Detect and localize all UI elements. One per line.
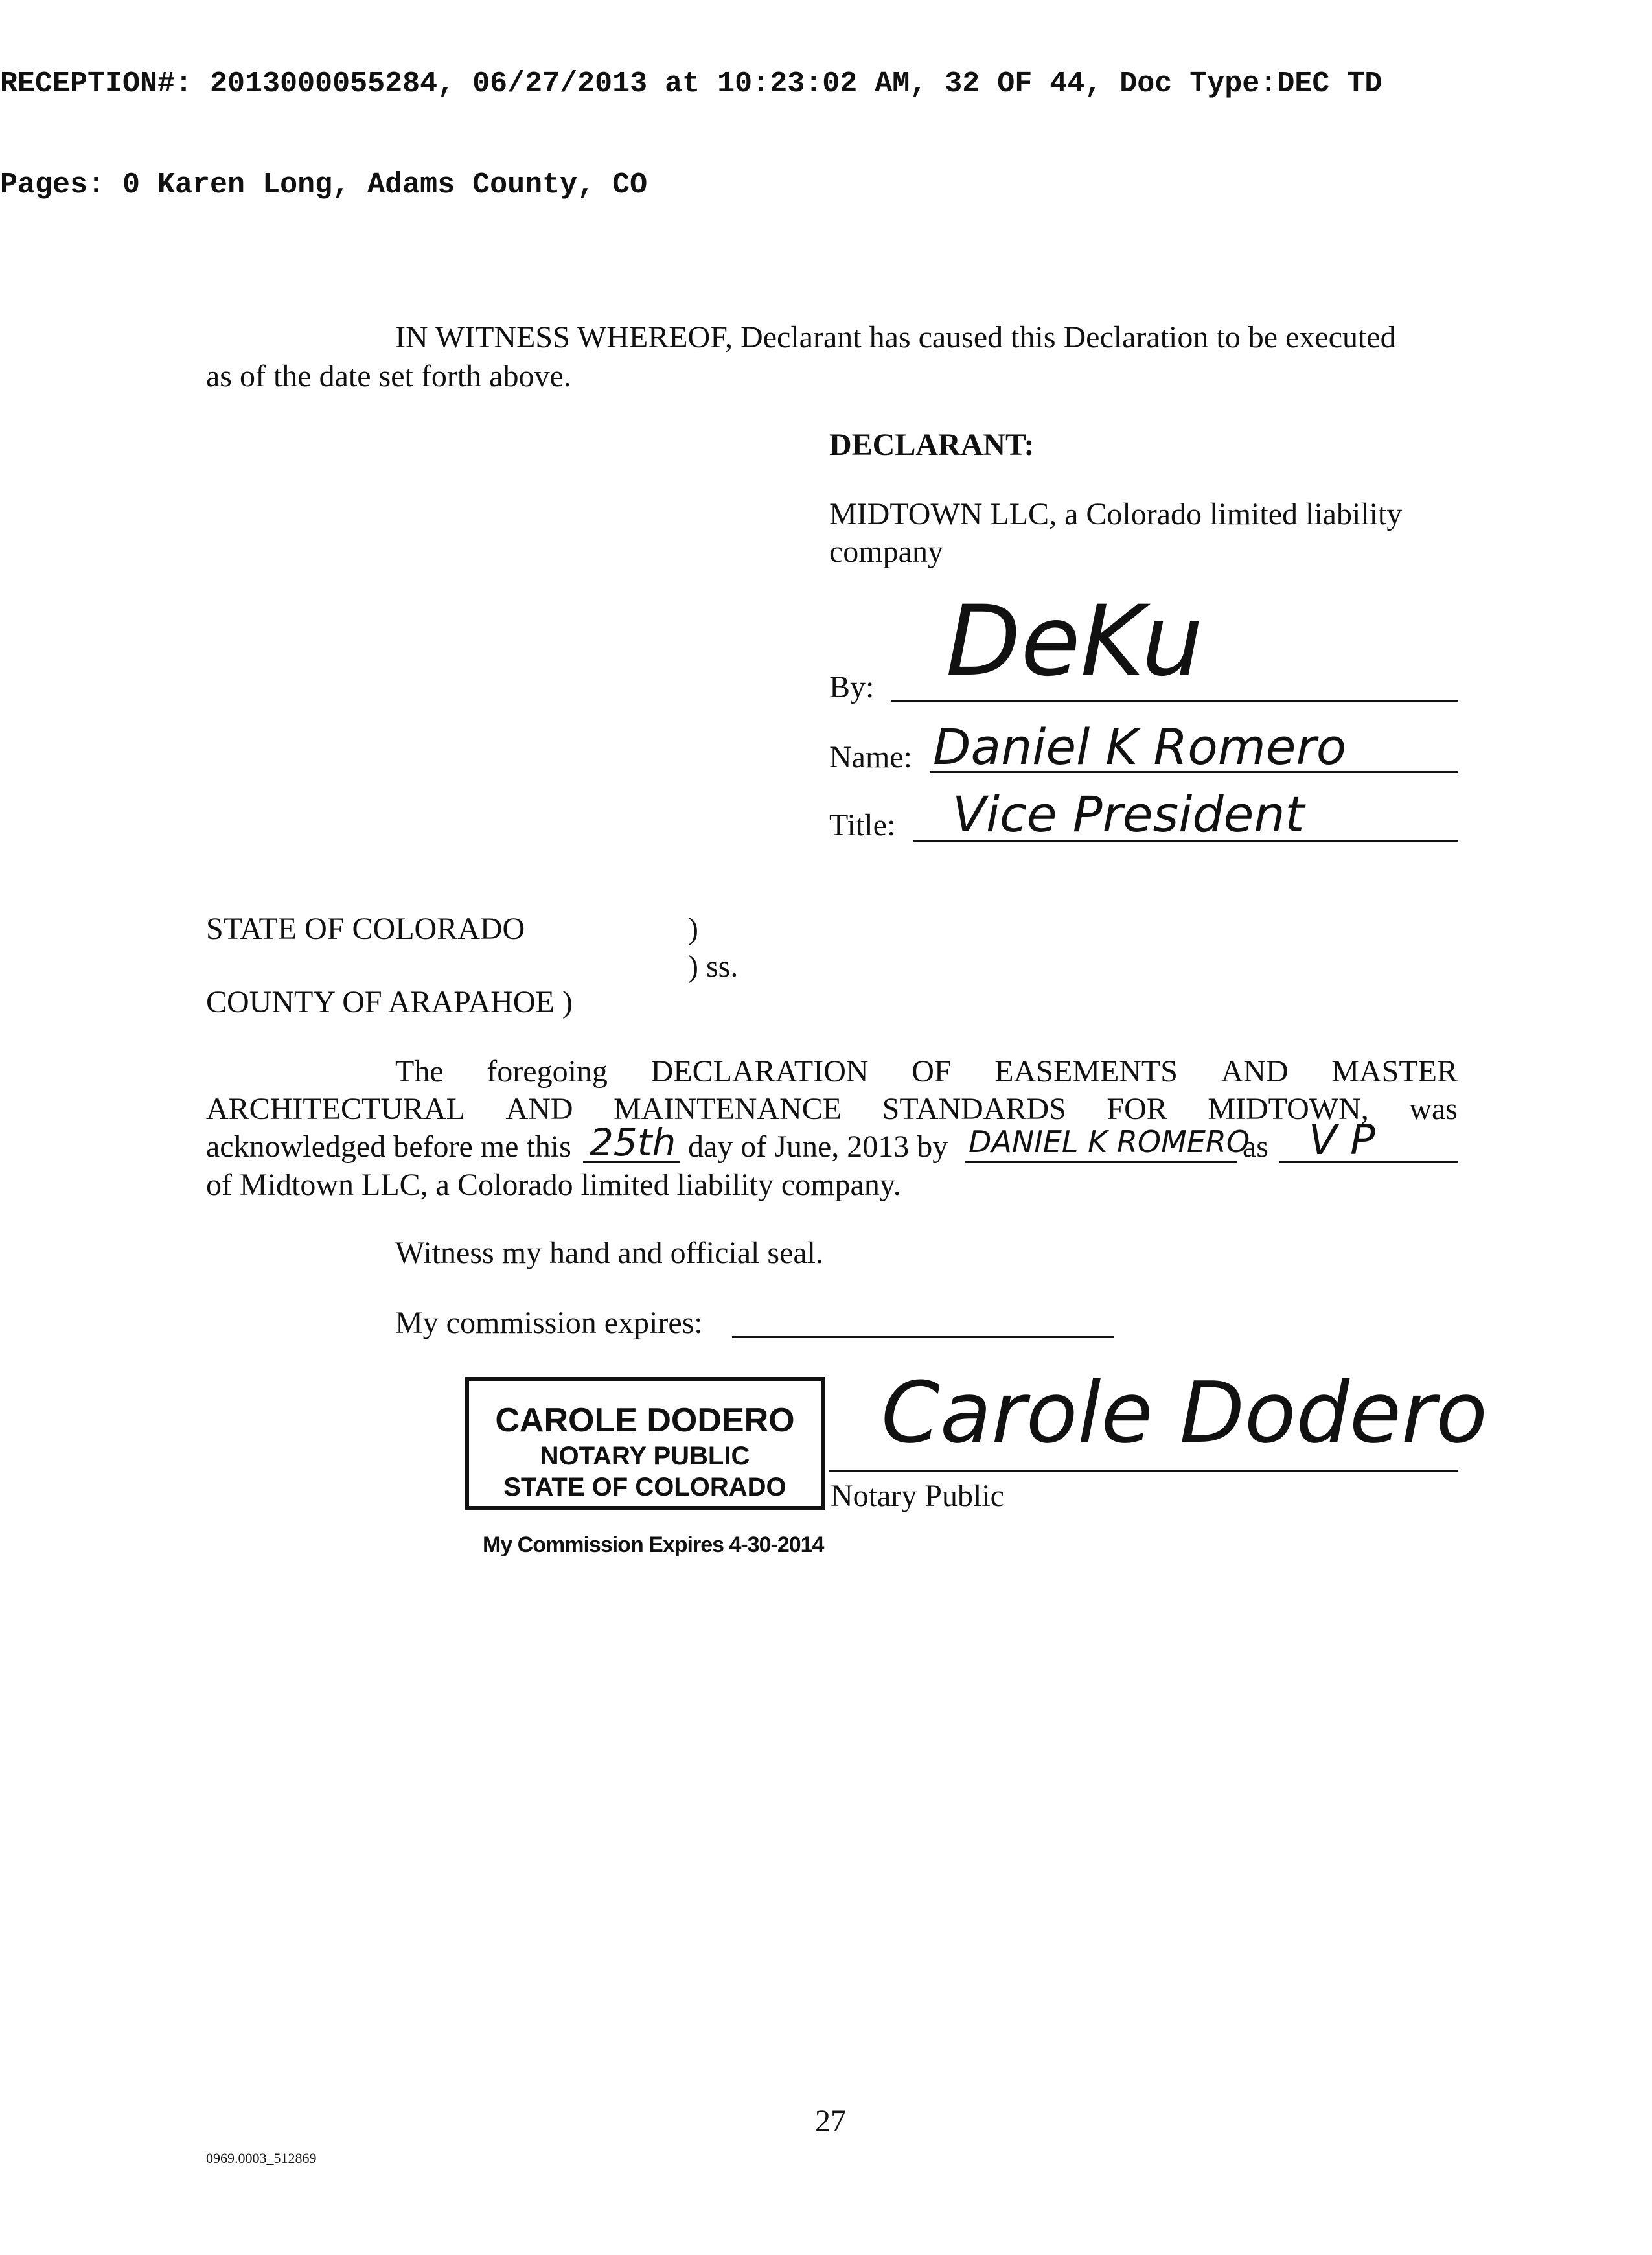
title-label: Title: bbox=[829, 808, 896, 842]
acknowledgment-line2 bbox=[206, 1091, 1458, 1128]
stamp-name: CAROLE DODERO bbox=[495, 1402, 795, 1439]
notary-signature: Carole Dodero bbox=[881, 1363, 1487, 1462]
witness-seal-text: Witness my hand and official seal. bbox=[395, 1236, 824, 1270]
ack-word: OF bbox=[912, 1054, 952, 1089]
ack-word: MAINTENANCE bbox=[614, 1092, 842, 1126]
witness-clause-line2: as of the date set forth above. bbox=[206, 359, 571, 393]
stamp-state: STATE OF COLORADO bbox=[503, 1473, 786, 1501]
stamp-expires: My Commission Expires 4-30-2014 bbox=[483, 1532, 824, 1557]
venue-state: STATE OF COLORADO bbox=[206, 912, 525, 946]
ack-word: FOR bbox=[1107, 1092, 1167, 1126]
ack-word: AND bbox=[505, 1092, 573, 1126]
declarant-heading: DECLARANT: bbox=[829, 428, 1035, 462]
recording-header-line2: Pages: 0 Karen Long, Adams County, CO bbox=[0, 168, 648, 202]
by-label: By: bbox=[829, 670, 875, 704]
ack-capacity-handwritten: V P bbox=[1309, 1116, 1375, 1164]
ack-person-line bbox=[965, 1161, 1237, 1163]
ack-word: STANDARDS bbox=[882, 1092, 1066, 1126]
recording-header-line1: RECEPTION#: 2013000055284, 06/27/2013 at 10:23:02 AM, 32 OF 44, Doc Type:DEC TD bbox=[0, 67, 1382, 100]
acknowledgment-line3c: as bbox=[1243, 1129, 1268, 1164]
ack-word: AND bbox=[1221, 1054, 1289, 1089]
declarant-entity-line1: MIDTOWN LLC, a Colorado limited liability bbox=[829, 497, 1403, 531]
commission-line bbox=[732, 1336, 1114, 1338]
commission-label: My commission expires: bbox=[395, 1306, 703, 1340]
footer-code: 0969.0003_512869 bbox=[206, 2150, 317, 2166]
ack-word: MASTER bbox=[1331, 1054, 1458, 1089]
acknowledgment-line1 bbox=[395, 1053, 1458, 1091]
ack-person-handwritten: DANIEL K ROMERO bbox=[969, 1124, 1250, 1159]
ack-word: DECLARATION bbox=[650, 1054, 869, 1089]
name-label: Name: bbox=[829, 740, 912, 774]
notary-stamp bbox=[465, 1377, 825, 1510]
ack-day-line bbox=[583, 1161, 680, 1163]
declarant-name-handwritten: Daniel K Romero bbox=[933, 718, 1347, 776]
venue-ss: ) ss. bbox=[688, 949, 739, 984]
declarant-title-handwritten: Vice President bbox=[952, 785, 1305, 843]
ack-word: EASEMENTS bbox=[994, 1054, 1178, 1089]
notary-signature-line bbox=[829, 1470, 1458, 1472]
stamp-notary-public: NOTARY PUBLIC bbox=[540, 1442, 750, 1470]
venue-county: COUNTY OF ARAPAHOE ) bbox=[206, 985, 573, 1019]
by-signature-line bbox=[891, 700, 1458, 702]
declarant-entity-line2: company bbox=[829, 535, 943, 569]
notary-public-label: Notary Public bbox=[831, 1479, 1004, 1513]
acknowledgment-line3a: acknowledged before me this bbox=[206, 1129, 571, 1164]
ack-capacity-line bbox=[1279, 1161, 1458, 1163]
acknowledgment-line4: of Midtown LLC, a Colorado limited liability company. bbox=[206, 1168, 901, 1202]
declarant-signature: DeKu bbox=[946, 585, 1204, 698]
recording-header bbox=[0, 0, 1382, 236]
ack-word: ARCHITECTURAL bbox=[206, 1092, 465, 1126]
ack-word: The bbox=[395, 1054, 444, 1089]
ack-day-handwritten: 25th bbox=[590, 1120, 676, 1164]
venue-paren: ) bbox=[688, 912, 698, 946]
ack-word: foregoing bbox=[487, 1054, 608, 1089]
witness-clause-line1: IN WITNESS WHEREOF, Declarant has caused this Declaration to be executed bbox=[395, 320, 1396, 354]
ack-word: was bbox=[1409, 1092, 1458, 1126]
page-number: 27 bbox=[815, 2104, 846, 2138]
ack-word: MIDTOWN, bbox=[1208, 1092, 1369, 1126]
acknowledgment-line3b: day of June, 2013 by bbox=[688, 1129, 948, 1164]
